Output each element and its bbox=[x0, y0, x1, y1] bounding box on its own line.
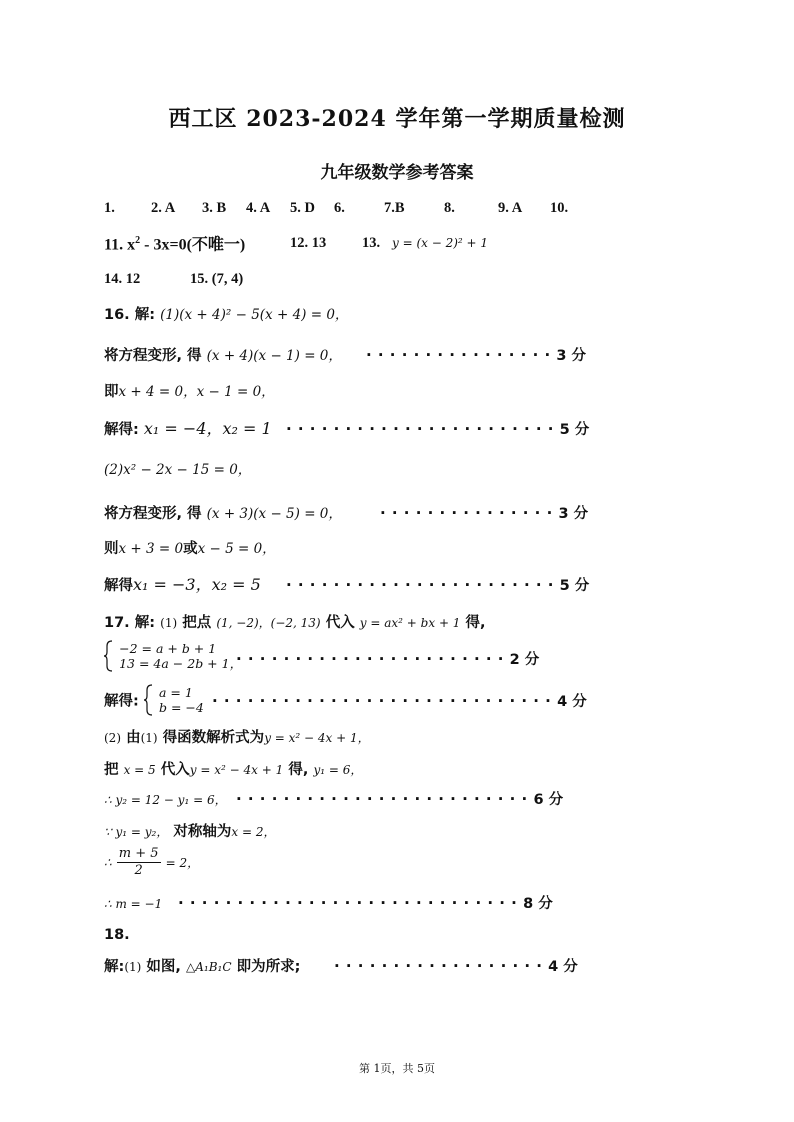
q17-system-2-score: ·····························4 分 bbox=[212, 692, 587, 710]
q16-line-3: 即x + 4 = 0，x − 1 = 0， bbox=[104, 384, 275, 400]
mc-answer-4: 4. A bbox=[246, 200, 271, 216]
dot-leader: ······················· bbox=[236, 650, 510, 668]
brace-icon bbox=[144, 684, 154, 716]
q16-line-7: 则x + 3 = 0或x − 5 = 0， bbox=[104, 541, 276, 557]
answer-12: 12. 13 bbox=[290, 235, 327, 251]
q16-line-2-score: ················3 分 bbox=[366, 346, 587, 364]
q17-line-9: ∴ m = −1 bbox=[104, 897, 163, 911]
q16-line-4: 解得: x₁ = −4，x₂ = 1 bbox=[104, 419, 272, 438]
q17-line-6-score: ·························6 分 bbox=[236, 790, 564, 808]
page-subtitle: 九年级数学参考答案 bbox=[320, 163, 474, 183]
answer-15: 15. (7, 4) bbox=[190, 271, 244, 287]
q17-line-5: 把 x = 5 代入y = x² − 4x + 1 得, y₁ = 6， bbox=[104, 762, 363, 778]
brace-icon bbox=[104, 640, 114, 672]
mc-answer-7: 7.B bbox=[384, 200, 405, 216]
dot-leader: ····························· bbox=[178, 894, 524, 912]
q16-line-8: 解得x₁ = −3，x₂ = 5 bbox=[104, 575, 261, 594]
mc-answer-8: 8. bbox=[444, 200, 455, 216]
answer-13-math: y = (x − 2)² + 1 bbox=[392, 236, 489, 250]
answer-14: 14. 12 bbox=[104, 271, 141, 287]
dot-leader: ······················· bbox=[286, 576, 560, 594]
mc-answer-2: 2. A bbox=[151, 200, 176, 216]
q16-line-8-score: ·······················5 分 bbox=[286, 576, 590, 594]
dot-leader: ························· bbox=[236, 790, 534, 808]
q16-line-1: 16. 解: (1)(x + 4)² − 5(x + 4) = 0， bbox=[104, 307, 349, 323]
mc-answer-5: 5. D bbox=[290, 200, 315, 216]
dot-leader: ················ bbox=[366, 346, 557, 364]
page-title: 西工区 2023-2024 学年第一学期质量检测 bbox=[168, 106, 626, 132]
mc-answer-10: 10. bbox=[550, 200, 569, 216]
q17-line-8: ∴ $\frac{m + 5}{2}$ = 2， bbox=[104, 846, 200, 878]
q16-line-6-score: ···············3 分 bbox=[380, 504, 589, 522]
dot-leader: ··············· bbox=[380, 504, 559, 522]
q18-label: 18. bbox=[104, 927, 130, 943]
dot-leader: ·················· bbox=[334, 957, 549, 975]
q17-system-1-score: ·······················2 分 bbox=[236, 650, 540, 668]
mc-answer-1: 1. bbox=[104, 200, 115, 216]
mc-answer-9: 9. A bbox=[498, 200, 523, 216]
mc-answer-3: 3. B bbox=[202, 200, 227, 216]
q16-line-2: 将方程变形, 得 (x + 4)(x − 1) = 0， bbox=[104, 348, 342, 364]
q18-line-1: 解:(1) 如图, △A₁B₁C 即为所求; bbox=[104, 959, 301, 975]
dot-leader: ····························· bbox=[212, 692, 558, 710]
mc-answer-6: 6. bbox=[334, 200, 345, 216]
page-footer: 第 1页，共 5页 bbox=[359, 1062, 435, 1075]
q18-line-1-score: ··················4 分 bbox=[334, 957, 578, 975]
q17-line-6: ∴ y₂ = 12 − y₁ = 6， bbox=[104, 793, 227, 807]
answer-11: 11. $x^2 - 3x=0$(不唯一) bbox=[104, 235, 246, 254]
q17-line-9-score: ·····························8 分 bbox=[178, 894, 553, 912]
dot-leader: ······················· bbox=[286, 420, 560, 438]
q17-line-1: 17. 解: (1) 把点 (1, −2)，(−2, 13) 代入 y = ax² + bx + 1 得, bbox=[104, 615, 486, 631]
q16-line-4-score: ·······················5 分 bbox=[286, 420, 590, 438]
q16-line-5: (2)x² − 2x − 15 = 0， bbox=[104, 462, 252, 478]
q17-system-1: −2 = a + b + 1 13 = 4a − 2b + 1， bbox=[104, 640, 242, 674]
q16-line-6: 将方程变形, 得 (x + 3)(x − 5) = 0， bbox=[104, 506, 342, 522]
answer-13-label: 13. bbox=[362, 235, 381, 251]
q17-line-3: 解得: a = 1 b = −4 bbox=[104, 685, 204, 715]
q17-line-4: (2) 由(1) 得函数解析式为y = x² − 4x + 1， bbox=[104, 730, 370, 746]
q17-line-7: ∵ y₁ = y₂， 对称轴为x = 2， bbox=[104, 824, 276, 840]
